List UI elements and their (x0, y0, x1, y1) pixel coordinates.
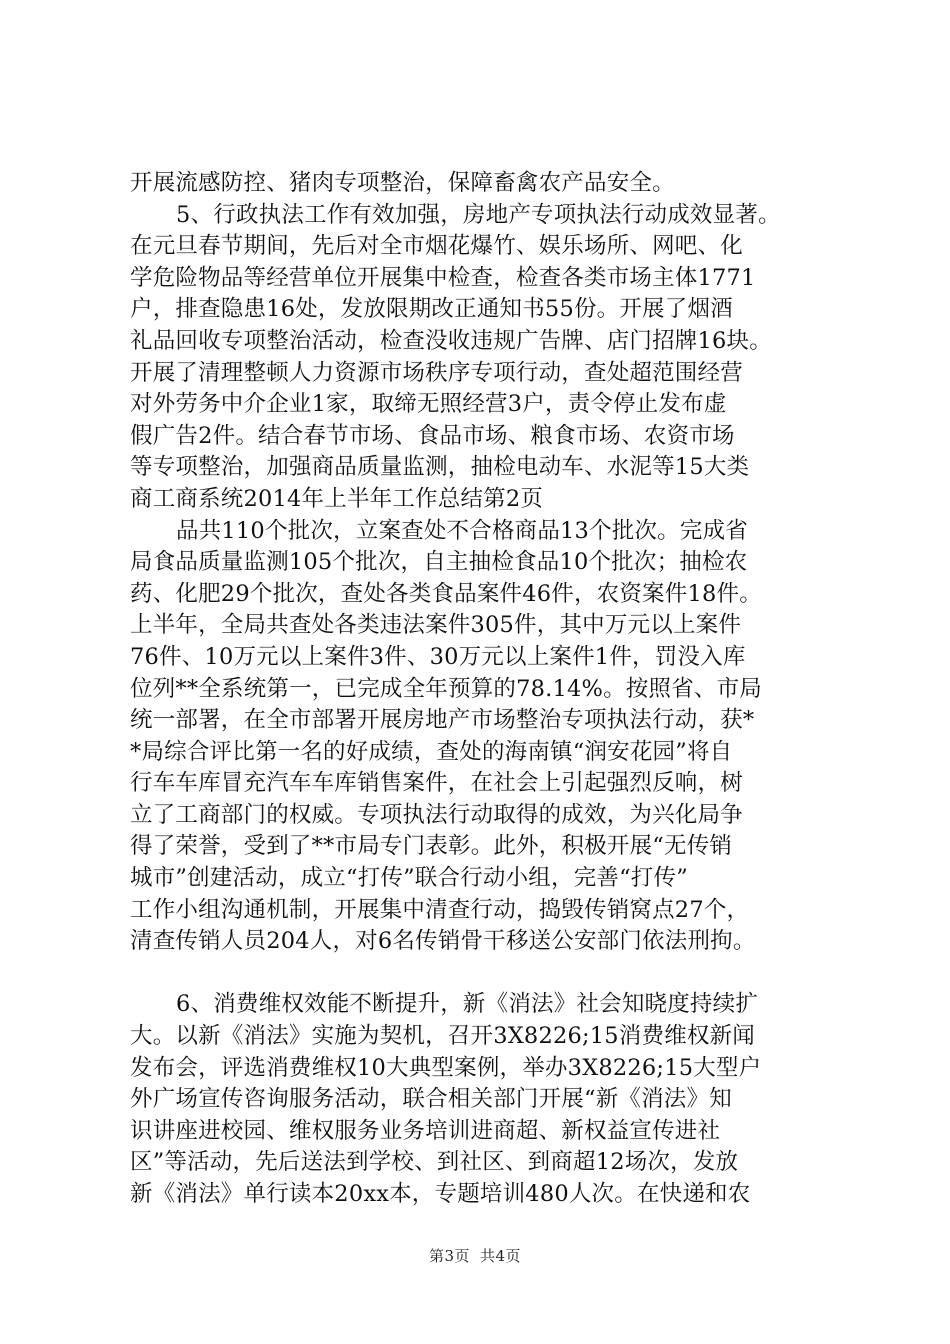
text-line: 得了荣誉，受到了**市局专门表彰。此外，积极开展“无传销 (130, 833, 733, 860)
text-line: 工作小组沟通机制，开展集中清查行动，捣毁传销窝点27个， (130, 896, 750, 923)
text-line: *局综合评比第一名的好成绩，查处的海南镇“润安花园”将自 (130, 738, 733, 765)
text-line: 对外劳务中介企业1家，取缔无照经营3户，责令停止发布虚 (130, 391, 727, 418)
text-line: 品共110个批次，立案查处不合格商品13个批次。完成省 (176, 517, 748, 544)
text-line: 在元旦春节期间，先后对全市烟花爆竹、娱乐场所、网吧、化 (130, 233, 743, 260)
text-line: 学危险物品等经营单位开展集中检查，检查各类市场主体1771 (130, 264, 756, 291)
page-number: 第3页 (428, 1247, 470, 1265)
text-line: 城市”创建活动，成立“打传”联合行动小组，完善“打传” (130, 865, 688, 892)
text-line: 礼品回收专项整治活动，检查没收违规广告牌、店门招牌16块。 (130, 327, 772, 354)
page-footer (0, 1245, 950, 1266)
text-line: 大。以新《消法》实施为契机，召开3X8226;15消费维权新闻 (130, 1023, 756, 1050)
text-line: 发布会，评选消费维权10大典型案例，举办3X8226;15大型户 (130, 1054, 762, 1081)
text-line: 局食品质量监测105个批次，自主抽检食品10个批次；抽检农 (130, 549, 748, 576)
paragraph-gap (130, 958, 845, 990)
text-line: 76件、10万元以上案件3件、30万元以上案件1件，罚没入库 (130, 643, 746, 670)
text-line: 区”等活动，先后送法到学校、到社区、到商超12场次，发放 (130, 1149, 739, 1176)
text-line: 开展了清理整顿人力资源市场秩序专项行动，查处超范围经营 (130, 359, 743, 386)
text-line: 商工商系统2014年上半年工作总结第2页 (130, 485, 544, 512)
text-line: 立了工商部门的权威。专项执法行动取得的成效，为兴化局争 (130, 801, 743, 828)
text-line: 等专项整治，加强商品质量监测，抽检电动车、水泥等15大类 (130, 454, 750, 481)
text-line: 上半年，全局共查处各类违法案件305件，其中万元以上案件 (130, 612, 742, 639)
text-line: 新《消法》单行读本20xx本，专题培训480人次。在快递和农 (130, 1181, 751, 1207)
text-line: 位列**全系统第一，已完成全年预算的78.14%。按照省、市局 (130, 675, 762, 702)
page-total: 共4页 (480, 1247, 522, 1265)
text-line: 假广告2件。结合春节市场、食品市场、粮食市场、农资市场 (130, 422, 735, 449)
text-line: 外广场宣传咨询服务活动，联合相关部门开展“新《消法》知 (130, 1086, 732, 1113)
text-line: 行车车库冒充汽车车库销售案件，在社会上引起强烈反响，树 (130, 770, 743, 797)
text-line: 户，排查隐患16处，发放限期改正通知书55份。开展了烟酒 (130, 296, 733, 323)
text-line: 统一部署，在全市部署开展房地产市场整治专项执法行动，获* (130, 707, 755, 734)
paragraph-5-start: 5、行政执法工作有效加强，房地产专项执法行动成效显著。 (176, 201, 781, 228)
text-line: 识讲座进校园、维权服务业务培训进商超、新权益宣传进社 (130, 1117, 721, 1144)
paragraph-6-start: 6、消费维权效能不断提升，新《消法》社会知晓度持续扩 (176, 991, 759, 1018)
body-text (130, 168, 845, 1211)
text-line: 开展流感防控、猪肉专项整治，保障畜禽农产品安全。 (130, 170, 675, 196)
text-line: 药、化肥29个批次，查处各类食品案件46件，农资案件18件。 (130, 580, 762, 607)
text-line: 清查传销人员204人，对6名传销骨干移送公安部门依法刑拘。 (130, 928, 756, 955)
